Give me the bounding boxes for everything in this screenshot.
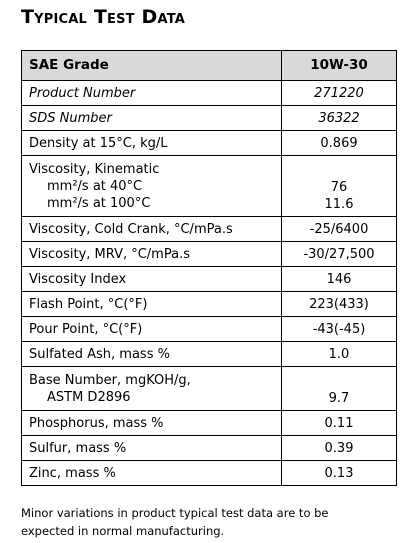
table-row: [22, 267, 397, 292]
row-label-group: [22, 156, 282, 217]
row-label: Pour Point, °C(°F): [22, 317, 282, 342]
typical-test-data-table: [21, 50, 397, 486]
row-value: 9.7: [282, 367, 397, 411]
table-header-row: [22, 51, 397, 81]
table-row: [22, 292, 397, 317]
row-value: 11.6: [324, 197, 354, 212]
table-row: [22, 242, 397, 267]
row-label: Viscosity, Kinematic: [29, 161, 160, 177]
row-label: Phosphorus, mass %: [22, 411, 282, 436]
row-sublabel: mm²/s at 100°C: [47, 195, 151, 211]
row-value: 0.39: [282, 436, 397, 461]
table-row: [22, 156, 397, 217]
table-row: [22, 342, 397, 367]
row-label: Base Number, mgKOH/g,: [29, 372, 191, 388]
row-label-group: [22, 367, 282, 411]
table-row: [22, 436, 397, 461]
table-row: [22, 367, 397, 411]
row-label: Flash Point, °C(°F): [22, 292, 282, 317]
table-row: [22, 411, 397, 436]
header-grade: 10W-30: [282, 51, 397, 81]
row-label: Density at 15°C, kg/L: [22, 131, 282, 156]
row-value: -25/6400: [282, 217, 397, 242]
row-value: 36322: [282, 106, 397, 131]
row-value: 76: [330, 180, 348, 195]
row-value-group: [282, 156, 397, 217]
table-row: [22, 217, 397, 242]
row-value: -30/27,500: [282, 242, 397, 267]
row-value: -43(-45): [282, 317, 397, 342]
row-value: 0.13: [282, 461, 397, 486]
row-label: SDS Number: [22, 106, 282, 131]
row-value: 223(433): [282, 292, 397, 317]
row-label: Zinc, mass %: [22, 461, 282, 486]
table-row: [22, 461, 397, 486]
row-label: Viscosity, MRV, °C/mPa.s: [22, 242, 282, 267]
row-label: Viscosity, Cold Crank, °C/mPa.s: [22, 217, 282, 242]
row-sublabel: mm²/s at 40°C: [47, 178, 143, 194]
table-row: [22, 131, 397, 156]
table-row: [22, 81, 397, 106]
table-row: [22, 106, 397, 131]
row-label: Product Number: [22, 81, 282, 106]
header-property: SAE Grade: [22, 51, 282, 81]
row-value: 0.11: [282, 411, 397, 436]
row-value: 1.0: [282, 342, 397, 367]
row-sublabel: ASTM D2896: [47, 389, 131, 405]
row-label: Sulfur, mass %: [22, 436, 282, 461]
row-label: Viscosity Index: [22, 267, 282, 292]
row-value: 271220: [282, 81, 397, 106]
table-row: [22, 317, 397, 342]
row-label: Sulfated Ash, mass %: [22, 342, 282, 367]
row-value: 0.869: [282, 131, 397, 156]
footnote: Minor variations in product typical test data are to be expected in normal manufacturing.: [21, 506, 329, 538]
section-title: Typical Test Data: [21, 6, 186, 28]
row-value: 146: [282, 267, 397, 292]
